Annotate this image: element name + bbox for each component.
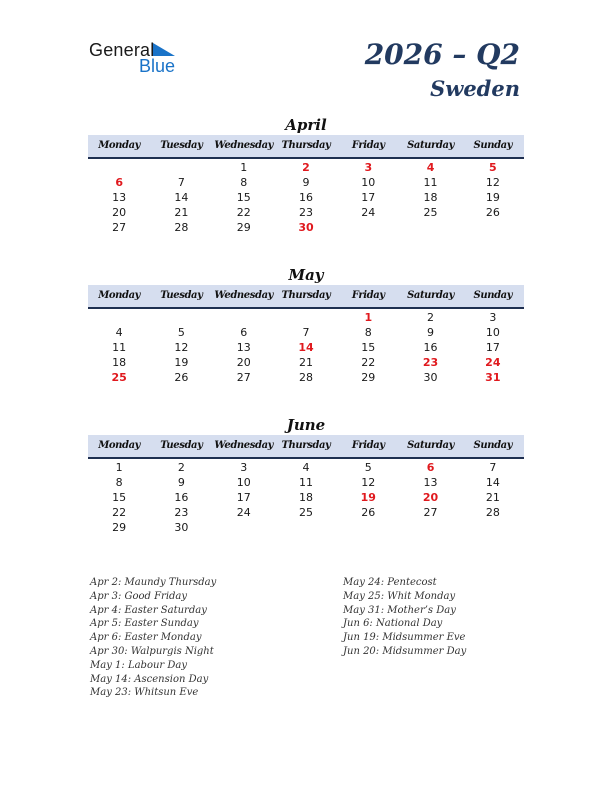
day-cell: 2 <box>177 461 185 474</box>
holiday-day-cell: 30 <box>298 221 314 234</box>
day-cell: 8 <box>240 176 248 189</box>
day-cell: 4 <box>302 461 310 474</box>
holiday-item: May 14: Ascension Day <box>90 673 209 685</box>
day-cell: 24 <box>236 506 251 519</box>
day-cell: 10 <box>485 326 500 339</box>
day-cell <box>462 220 524 235</box>
day-cell: 13 <box>112 191 127 204</box>
day-cell: 11 <box>423 176 438 189</box>
day-cell: 21 <box>174 206 189 219</box>
day-cell: 13 <box>423 476 438 489</box>
day-cell: 8 <box>115 476 123 489</box>
weekday-label: Monday <box>98 440 141 451</box>
holiday-item: Apr 30: Walpurgis Night <box>90 645 214 657</box>
holiday-day-cell: 19 <box>360 491 376 504</box>
day-cell: 24 <box>361 206 376 219</box>
holiday-item: Jun 20: Midsummer Day <box>343 645 467 657</box>
week-row <box>88 160 524 175</box>
day-cell: 20 <box>112 206 127 219</box>
day-cell: 7 <box>302 326 310 339</box>
holiday-item: Apr 5: Easter Sunday <box>90 618 199 630</box>
day-cell: 10 <box>236 476 251 489</box>
day-cell: 13 <box>236 341 251 354</box>
week-row <box>88 460 524 475</box>
day-cell: 25 <box>298 506 313 519</box>
day-cell <box>399 220 461 235</box>
day-cell: 22 <box>236 206 251 219</box>
holiday-day-cell: 25 <box>111 371 127 384</box>
holiday-day-cell: 1 <box>364 311 373 324</box>
logo-blue-text: Blue <box>139 56 176 76</box>
day-cell <box>275 520 337 535</box>
weekday-label: Saturday <box>407 440 455 451</box>
page-title: 2026 – Q2 <box>364 38 520 71</box>
day-cell: 1 <box>115 461 123 474</box>
day-cell: 16 <box>174 491 189 504</box>
day-cell: 5 <box>364 461 372 474</box>
holiday-day-cell: 23 <box>422 356 439 369</box>
day-cell: 18 <box>298 491 313 504</box>
day-cell: 16 <box>423 341 438 354</box>
week-row <box>88 175 524 190</box>
week-row <box>88 355 524 370</box>
day-cell: 15 <box>112 491 127 504</box>
holiday-day-cell: 4 <box>426 161 435 174</box>
day-cell: 21 <box>485 491 500 504</box>
day-cell: 22 <box>361 356 376 369</box>
day-cell: 25 <box>423 206 438 219</box>
day-cell: 22 <box>112 506 127 519</box>
day-cell: 3 <box>489 311 497 324</box>
holiday-item: May 25: Whit Monday <box>343 590 456 602</box>
day-cell <box>213 520 275 535</box>
day-cell <box>88 160 150 175</box>
holiday-item: Jun 19: Midsummer Eve <box>343 632 466 644</box>
holiday-day-cell: 24 <box>485 356 501 369</box>
weekday-label: Thursday <box>281 290 331 301</box>
logo-triangle-icon <box>153 43 175 56</box>
month-name: April <box>285 116 327 134</box>
day-cell: 30 <box>423 371 438 384</box>
weekday-label: Wednesday <box>214 140 274 151</box>
day-cell: 15 <box>236 191 251 204</box>
day-cell: 1 <box>240 161 248 174</box>
day-cell: 7 <box>177 176 185 189</box>
day-cell <box>275 310 337 325</box>
day-cell: 9 <box>302 176 310 189</box>
holiday-item: Jun 6: National Day <box>343 618 443 630</box>
weekday-label: Saturday <box>407 290 455 301</box>
holiday-item: May 24: Pentecost <box>343 577 437 588</box>
holiday-list-left <box>90 576 216 700</box>
holiday-list-right <box>343 576 466 659</box>
week-row <box>88 475 524 490</box>
weekday-label: Wednesday <box>214 440 274 451</box>
day-cell <box>150 310 212 325</box>
month-name: June <box>286 416 326 434</box>
holiday-day-cell: 2 <box>302 161 310 174</box>
month-block-june <box>88 415 524 535</box>
holiday-day-cell: 14 <box>298 341 314 354</box>
day-cell: 14 <box>485 476 500 489</box>
holiday-day-cell: 6 <box>426 461 435 474</box>
day-cell: 12 <box>485 176 500 189</box>
day-cell: 26 <box>361 506 376 519</box>
day-cell: 17 <box>236 491 251 504</box>
day-cell: 9 <box>427 326 435 339</box>
week-row <box>88 340 524 355</box>
day-cell: 19 <box>485 191 500 204</box>
week-row <box>88 220 524 235</box>
weekday-header <box>88 135 524 159</box>
day-cell <box>337 520 399 535</box>
holiday-item: May 1: Labour Day <box>90 659 187 671</box>
day-cell: 12 <box>361 476 376 489</box>
weekday-label: Thursday <box>281 440 331 451</box>
day-cell: 8 <box>364 326 372 339</box>
day-cell: 29 <box>361 371 376 384</box>
day-cell: 11 <box>298 476 313 489</box>
day-cell: 23 <box>174 506 189 519</box>
weekday-label: Sunday <box>473 440 513 451</box>
week-row <box>88 310 524 325</box>
holiday-item: Apr 6: Easter Monday <box>90 632 202 644</box>
day-cell: 9 <box>177 476 185 489</box>
week-row <box>88 190 524 205</box>
day-cell: 29 <box>236 221 251 234</box>
holiday-day-cell: 5 <box>489 161 497 174</box>
day-cell <box>150 160 212 175</box>
generalblue-logo <box>89 40 189 76</box>
day-cell: 19 <box>174 356 189 369</box>
holiday-day-cell: 31 <box>485 371 501 384</box>
holiday-day-cell: 20 <box>422 491 439 504</box>
logo-general-text: General <box>89 40 155 60</box>
weekday-label: Monday <box>98 290 141 301</box>
day-cell: 11 <box>112 341 127 354</box>
day-cell: 28 <box>174 221 189 234</box>
day-cell: 20 <box>236 356 251 369</box>
week-row <box>88 490 524 505</box>
day-cell: 2 <box>427 311 435 324</box>
day-cell: 18 <box>423 191 438 204</box>
weekday-label: Wednesday <box>214 290 274 301</box>
day-cell: 17 <box>485 341 500 354</box>
day-cell: 27 <box>112 221 127 234</box>
day-cell: 17 <box>361 191 376 204</box>
month-block-april <box>88 115 524 235</box>
day-cell: 12 <box>174 341 189 354</box>
weekday-label: Friday <box>351 290 385 301</box>
day-cell <box>213 310 275 325</box>
day-cell: 18 <box>112 356 127 369</box>
weekday-header <box>88 285 524 309</box>
day-cell: 14 <box>174 191 189 204</box>
week-row <box>88 505 524 520</box>
weekday-label: Saturday <box>407 140 455 151</box>
day-cell: 4 <box>115 326 123 339</box>
day-cell: 27 <box>423 506 438 519</box>
day-cell: 10 <box>361 176 376 189</box>
day-cell: 15 <box>361 341 376 354</box>
day-cell <box>462 520 524 535</box>
holiday-item: Apr 2: Maundy Thursday <box>90 577 217 588</box>
weekday-label: Sunday <box>473 140 513 151</box>
day-cell <box>88 310 150 325</box>
weekday-label: Friday <box>351 440 385 451</box>
day-cell: 26 <box>174 371 189 384</box>
month-name: May <box>288 266 324 284</box>
holiday-item: Apr 4: Easter Saturday <box>90 604 207 616</box>
holiday-item: May 31: Mother’s Day <box>343 604 456 616</box>
weekday-label: Thursday <box>281 140 331 151</box>
day-cell <box>399 520 461 535</box>
day-cell: 7 <box>489 461 497 474</box>
day-cell: 30 <box>174 521 189 534</box>
day-cell: 16 <box>298 191 313 204</box>
holiday-day-cell: 6 <box>115 176 123 189</box>
weekday-label: Tuesday <box>160 140 203 151</box>
month-block-may <box>88 265 524 385</box>
weekday-label: Friday <box>351 140 385 151</box>
day-cell: 28 <box>485 506 500 519</box>
day-cell <box>337 220 399 235</box>
day-cell: 23 <box>298 206 313 219</box>
weekday-label: Tuesday <box>160 440 203 451</box>
day-cell: 3 <box>240 461 248 474</box>
country-title: Sweden <box>430 76 520 101</box>
day-cell: 28 <box>298 371 313 384</box>
holiday-item: Apr 3: Good Friday <box>90 590 188 602</box>
day-cell: 27 <box>236 371 251 384</box>
weekday-label: Tuesday <box>160 290 203 301</box>
weekday-label: Sunday <box>473 290 513 301</box>
holiday-day-cell: 3 <box>364 161 373 174</box>
day-cell: 21 <box>298 356 313 369</box>
holiday-item: May 23: Whitsun Eve <box>90 687 199 699</box>
week-row <box>88 325 524 340</box>
day-cell: 5 <box>177 326 185 339</box>
week-row <box>88 205 524 220</box>
weekday-header <box>88 435 524 459</box>
day-cell: 29 <box>112 521 127 534</box>
day-cell: 6 <box>240 326 248 339</box>
week-row <box>88 370 524 385</box>
day-cell: 26 <box>485 206 500 219</box>
weekday-label: Monday <box>98 140 141 151</box>
week-row <box>88 520 524 535</box>
